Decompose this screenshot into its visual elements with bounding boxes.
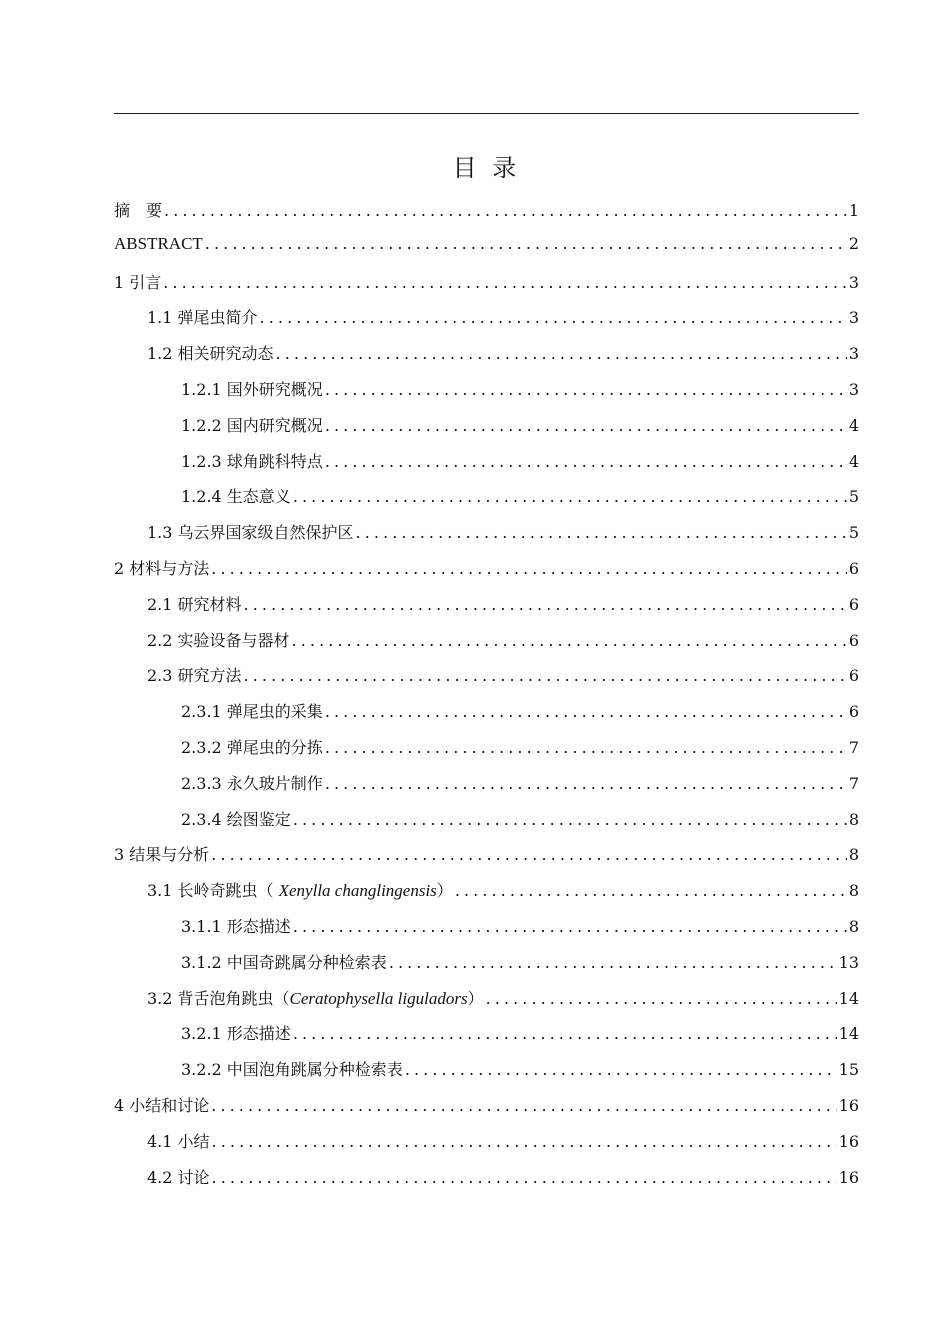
toc-entry-label: 2.3 研究方法 <box>147 666 242 686</box>
toc-entry-1-3[interactable] <box>114 520 859 556</box>
dot-leader <box>389 953 837 972</box>
toc-entry-2-2[interactable] <box>114 628 859 664</box>
toc-entry-page: 3 <box>848 379 859 399</box>
toc-entry-page: 8 <box>848 916 859 936</box>
species-name: Ceratophysella liguladors <box>289 988 468 1008</box>
dot-leader <box>325 774 847 793</box>
toc-entry-3[interactable] <box>114 842 859 878</box>
toc-entry-page: 13 <box>838 952 859 972</box>
toc-entry-label: 2.1 研究材料 <box>147 594 242 614</box>
toc-entry-2[interactable] <box>114 556 859 592</box>
dot-leader <box>292 631 847 650</box>
toc-entry-label: 1.2.2 国内研究概况 <box>181 415 323 435</box>
dot-leader <box>244 595 847 614</box>
toc-entry-page: 1 <box>848 201 859 220</box>
dot-leader <box>211 1096 836 1115</box>
toc-entry-label: 3.2 背舌泡角跳虫（Ceratophysella liguladors） <box>147 988 484 1008</box>
toc-entry-label: 3.2.2 中国泡角跳属分种检索表 <box>181 1060 403 1080</box>
toc-entry-page: 5 <box>848 487 859 507</box>
dot-leader <box>293 1024 837 1043</box>
toc-entry-label: 1.2.4 生态意义 <box>181 487 291 507</box>
toc-entry-4-1[interactable] <box>114 1129 859 1165</box>
dot-leader <box>455 881 847 900</box>
toc-entry-page: 3 <box>848 272 859 292</box>
toc-entry-label: 1 引言 <box>114 272 162 292</box>
toc-entry-label: 4 小结和讨论 <box>114 1095 210 1115</box>
dot-leader <box>164 201 847 220</box>
toc-entry-2-3[interactable] <box>114 663 859 699</box>
toc-entry-1-2-4[interactable] <box>114 484 859 520</box>
toc-entry-1-2-3[interactable] <box>114 449 859 485</box>
dot-leader <box>325 380 847 399</box>
toc-entry-3-2-2[interactable] <box>114 1057 859 1093</box>
toc-entry-label: 2.3.4 绘图鉴定 <box>181 809 291 829</box>
toc-entry-page: 8 <box>848 845 859 865</box>
toc-entry-page: 14 <box>838 988 859 1008</box>
toc-entry-3-2[interactable] <box>114 986 859 1022</box>
toc-entry-page: 4 <box>848 415 859 435</box>
dot-leader <box>163 273 847 292</box>
toc-entry-page: 6 <box>848 558 859 578</box>
toc-entry-page: 8 <box>848 809 859 829</box>
toc-entry-label: ABSTRACT <box>114 233 203 253</box>
toc-entry-3-2-1[interactable] <box>114 1021 859 1057</box>
dot-leader <box>486 989 837 1008</box>
header-rule <box>114 113 859 114</box>
toc-entry-page: 6 <box>848 666 859 686</box>
toc-entry-1-2-2[interactable] <box>114 413 859 449</box>
toc-entry-2-1[interactable] <box>114 592 859 628</box>
toc-entry-page: 3 <box>848 308 859 328</box>
toc-entry-4[interactable] <box>114 1093 859 1129</box>
toc-entry-page: 6 <box>848 702 859 722</box>
toc-entry-page: 14 <box>838 1024 859 1044</box>
toc-entry-page: 16 <box>838 1167 859 1187</box>
toc-entry-4-2[interactable] <box>114 1165 859 1201</box>
dot-leader <box>325 702 847 721</box>
toc-entry-3-1-2[interactable] <box>114 950 859 986</box>
toc-entry-label: 4.2 讨论 <box>147 1167 210 1187</box>
dot-leader <box>260 308 847 327</box>
dot-leader <box>212 1168 837 1187</box>
toc-entry-label: 1.2 相关研究动态 <box>147 344 274 364</box>
toc-entry-1-1[interactable] <box>114 305 859 341</box>
dot-leader <box>293 810 847 829</box>
toc-entry-label: 3.1 长岭奇跳虫（ Xenylla changlingensis） <box>147 881 453 901</box>
toc-entry-label: 1.2.1 国外研究概况 <box>181 379 323 399</box>
toc-entry-1-2[interactable] <box>114 341 859 377</box>
dot-leader <box>211 845 847 864</box>
toc-entry-page: 4 <box>848 451 859 471</box>
species-name: Xenylla changlingensis <box>278 881 437 901</box>
toc-entry-label: 2.3.3 永久玻片制作 <box>181 773 323 793</box>
toc-entry-label: 1.1 弹尾虫简介 <box>147 308 258 328</box>
dot-leader <box>293 487 847 506</box>
dot-leader <box>325 738 847 757</box>
toc-entry-label: 3 结果与分析 <box>114 845 210 865</box>
toc-entry-3-1-1[interactable] <box>114 914 859 950</box>
toc-entry-page: 6 <box>848 594 859 614</box>
toc-entry-page: 5 <box>848 523 859 543</box>
dot-leader <box>325 416 847 435</box>
toc-entry-abstract-cn[interactable] <box>114 198 859 234</box>
toc-entry-2-3-2[interactable] <box>114 735 859 771</box>
toc-entry-label: 2.3.2 弹尾虫的分拣 <box>181 737 323 757</box>
toc-entry-label: 2.2 实验设备与器材 <box>147 630 290 650</box>
toc-entry-label: 3.1.1 形态描述 <box>181 916 291 936</box>
dot-leader <box>356 523 847 542</box>
toc-entry-1-2-1[interactable] <box>114 377 859 413</box>
toc-entry-label: 3.2.1 形态描述 <box>181 1024 291 1044</box>
dot-leader <box>293 917 847 936</box>
toc-entry-2-3-1[interactable] <box>114 699 859 735</box>
toc-entry-page: 15 <box>838 1060 859 1080</box>
table-of-contents <box>114 198 859 1200</box>
toc-entry-page: 16 <box>838 1095 859 1115</box>
toc-entry-label: 4.1 小结 <box>147 1131 210 1151</box>
dot-leader <box>205 234 847 253</box>
toc-entry-label: 3.1.2 中国奇跳属分种检索表 <box>181 952 387 972</box>
dot-leader <box>244 666 847 685</box>
toc-entry-page: 7 <box>848 773 859 793</box>
toc-entry-page: 6 <box>848 630 859 650</box>
toc-entry-page: 16 <box>838 1131 859 1151</box>
toc-entry-page: 2 <box>848 233 859 253</box>
toc-entry-2-3-4[interactable] <box>114 807 859 843</box>
dot-leader <box>276 344 847 363</box>
dot-leader <box>212 1132 837 1151</box>
toc-entry-page: 8 <box>848 881 859 901</box>
toc-entry-2-3-3[interactable] <box>114 771 859 807</box>
toc-entry-label: 2.3.1 弹尾虫的采集 <box>181 702 323 722</box>
toc-entry-1[interactable] <box>114 270 859 306</box>
toc-entry-page: 3 <box>848 344 859 364</box>
dot-leader <box>211 559 847 578</box>
toc-entry-label: 2 材料与方法 <box>114 558 210 578</box>
toc-entry-label: 摘 要 <box>114 201 163 220</box>
toc-entry-3-1[interactable] <box>114 878 859 914</box>
toc-entry-abstract-en[interactable] <box>114 234 859 270</box>
dot-leader <box>325 452 847 471</box>
toc-entry-label: 1.3 乌云界国家级自然保护区 <box>147 523 354 543</box>
dot-leader <box>405 1060 837 1079</box>
page-title: 目 录 <box>452 154 521 182</box>
toc-entry-page: 7 <box>848 737 859 757</box>
toc-entry-label: 1.2.3 球角跳科特点 <box>181 451 323 471</box>
